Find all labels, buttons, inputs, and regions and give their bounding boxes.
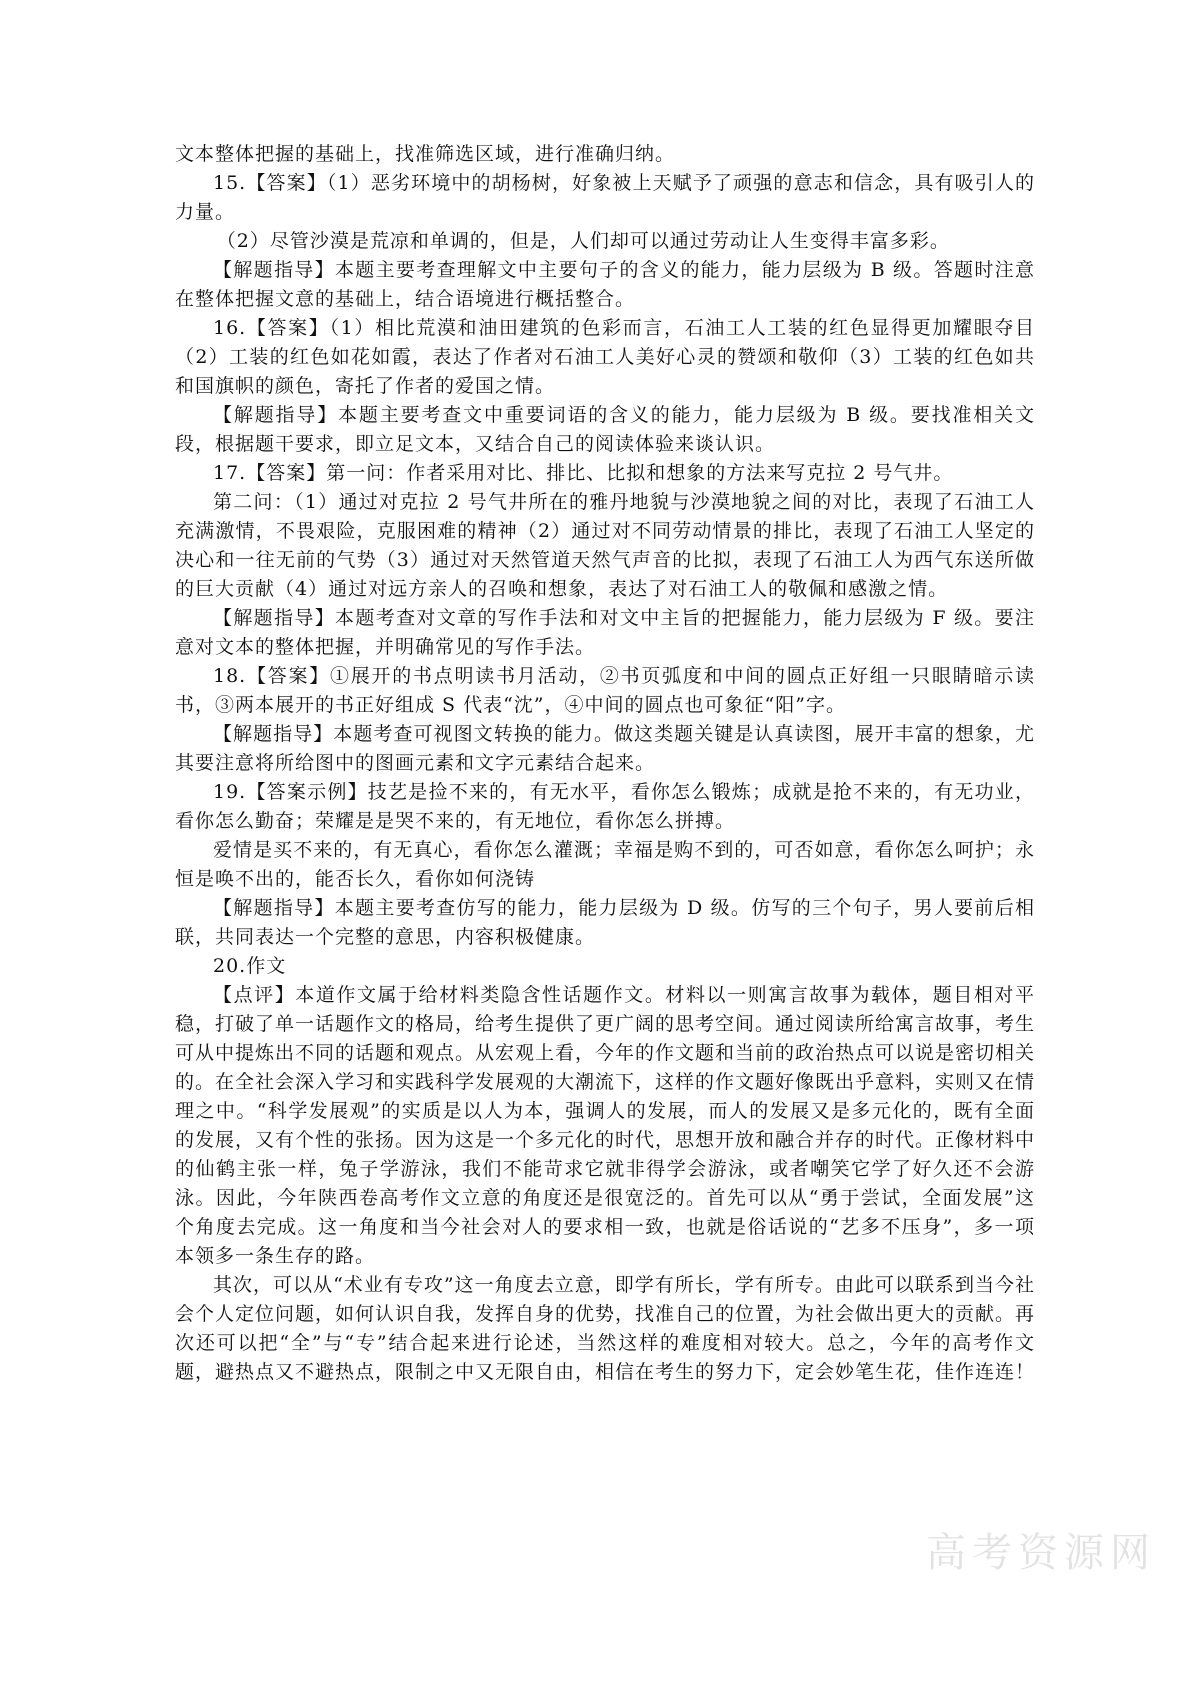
document-page <box>175 140 1035 1387</box>
paragraph-6: 【解题指导】本题主要考查文中重要词语的含义的能力，能力层级为 B 级。要找准相关文段，根据题干要求，即立足文本，又结合自己的阅读体验来谈认识。 <box>175 404 1035 455</box>
paragraph-8: 第二问：（1）通过对克拉 2 号气井所在的雅丹地貌与沙漠地貌之间的对比，表现了石油工人充满激情，不畏艰险，克服困难的精神（2）通过对不同劳动情景的排比，表现了石油工人坚定的决心和一往无前的气势（3）通过对天然管道天然气声音的比拟，表现了石油工人为西气东送所做的巨大贡献（4）通过对远方亲人的召唤和想象，表达了对石油工人的敬佩和感激之情。 <box>175 491 1035 600</box>
paragraph-13: 爱情是买不来的，有无真心，看你怎么灌溉；幸福是购不到的，可否如意，看你怎么呵护；永恒是唤不出的，能否长久，看你如何浇铸 <box>175 839 1035 890</box>
paragraph-10: 18.【答案】①展开的书点明读书月活动，②书页弧度和中间的圆点正好组一只眼睛暗示读书，③两本展开的书正好组成 S 代表“沈”，④中间的圆点也可象征“阳”字。 <box>175 665 1035 716</box>
paragraph-5: 16.【答案】（1）相比荒漠和油田建筑的色彩而言，石油工人工装的红色显得更加耀眼夺目（2）工装的红色如花如霞，表达了作者对石油工人美好心灵的赞颂和敬仰（3）工装的红色如共和国旗帜的颜色，寄托了作者的爱国之情。 <box>175 317 1035 397</box>
paragraph-1: 文本整体把握的基础上，找准筛选区域，进行准确归纳。 <box>175 143 676 165</box>
paragraph-4: 【解题指导】本题主要考查理解文中主要句子的含义的能力，能力层级为 B 级。答题时注意在整体把握文意的基础上，结合语境进行概括整合。 <box>175 259 1035 310</box>
paragraph-9: 【解题指导】本题考查对文章的写作手法和对文中主旨的把握能力，能力层级为 F 级。要注意对文本的整体把握，并明确常见的写作手法。 <box>175 607 1035 658</box>
paragraph-12: 19.【答案示例】技艺是捡不来的，有无水平，看你怎么锻炼；成就是抢不来的，有无功业，看你怎么勤奋；荣耀是是哭不来的，有无地位，看你怎么拼搏。 <box>175 781 1035 832</box>
paragraph-2: 15.【答案】（1）恶劣环境中的胡杨树，好象被上天赋予了顽强的意志和信念，具有吸引人的力量。 <box>175 172 1035 223</box>
paragraph-14: 【解题指导】本题主要考查仿写的能力，能力层级为 D 级。仿写的三个句子，男人要前后相联，共同表达一个完整的意思，内容积极健康。 <box>175 897 1035 948</box>
paragraph-11: 【解题指导】本题考查可视图文转换的能力。做这类题关键是认真读图，展开丰富的想象，尤其要注意将所给图中的图画元素和文字元素结合起来。 <box>175 723 1035 774</box>
paragraph-15: 20.作文 <box>213 955 287 977</box>
paragraph-3: （2）尽管沙漠是荒凉和单调的，但是，人们却可以通过劳动让人生变得丰富多彩。 <box>216 230 950 252</box>
paragraph-7: 17.【答案】第一问：作者采用对比、排比、比拟和想象的方法来写克拉 2 号气井。 <box>213 462 954 484</box>
paragraph-16: 【点评】本道作文属于给材料类隐含性话题作文。材料以一则寓言故事为载体，题目相对平稳，打破了单一话题作文的格局，给考生提供了更广阔的思考空间。通过阅读所给寓言故事，考生可从中提炼出不同的话题和观点。从宏观上看，今年的作文题和当前的政治热点可以说是密切相关的。在全社会深入学习和实践科学发展观的大潮流下，这样的作文题好像既出乎意料，实则又在情理之中。“科学发展观”的实质是以人为本，强调人的发展，而人的发展又是多元化的，既有全面的发展，又有个性的张扬。因为这是一个多元化的时代，思想开放和融合并存的时代。正像材料中的仙鹤主张一样，兔子学游泳，我们不能苛求它就非得学会游泳，或者嘲笑它学了好久还不会游泳。因此，今年陕西卷高考作文立意的角度还是很宽泛的。首先可以从“勇于尝试，全面发展”这个角度去完成。这一角度和当今社会对人的要求相一致，也就是俗话说的“艺多不压身”，多一项本领多一条生存的路。 <box>175 984 1036 1267</box>
watermark: 高考资源网 <box>926 1530 1156 1576</box>
paragraph-17: 其次，可以从“术业有专攻”这一角度去立意，即学有所长，学有所专。由此可以联系到当今社会个人定位问题，如何认识自我，发挥自身的优势，找准自己的位置，为社会做出更大的贡献。再次还可以把“全”与“专”结合起来进行论述，当然这样的难度相对较大。总之，今年的高考作文题，避热点又不避热点，限制之中又无限自由，相信在考生的努力下，定会妙笔生花，佳作连连！ <box>175 1274 1036 1383</box>
